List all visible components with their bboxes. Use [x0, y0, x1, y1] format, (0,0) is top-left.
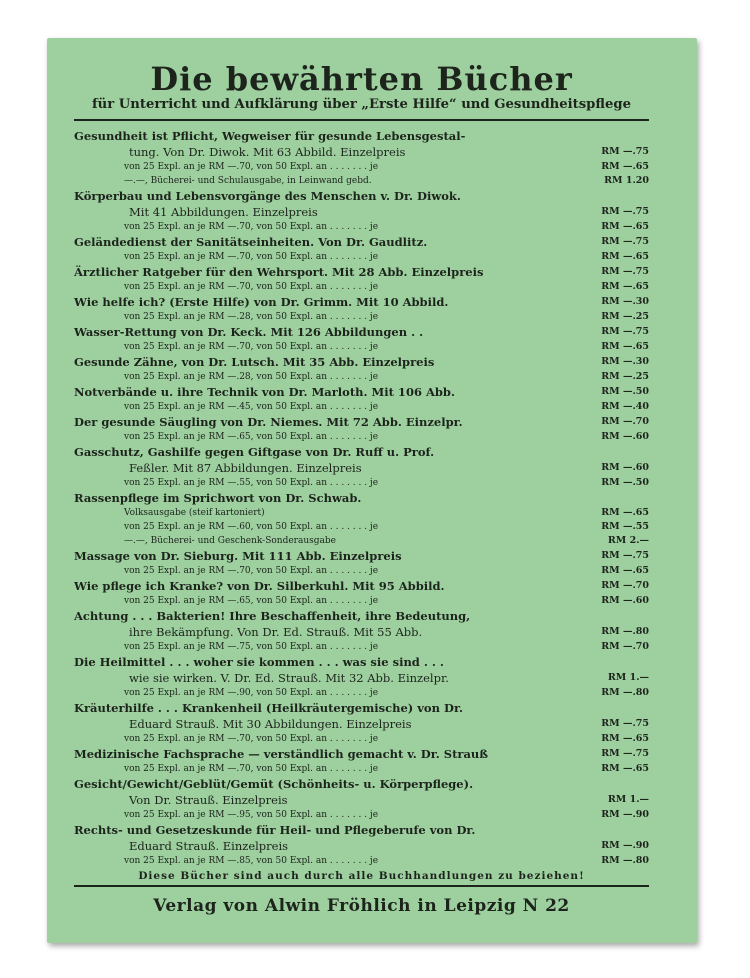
- entry-text: Von Dr. Strauß. Einzelpreis: [129, 793, 288, 807]
- entry-price: RM —.40: [587, 400, 649, 414]
- book-entry-line: [74, 808, 649, 822]
- entry-price: RM —.80: [587, 624, 649, 640]
- book-entry-line: [74, 732, 649, 746]
- entry-price: RM —.75: [587, 144, 649, 160]
- entry-price: RM —.55: [587, 520, 649, 534]
- entry-text: von 25 Expl. an je RM —.60, von 50 Expl. an . . . . . . . je: [124, 522, 379, 532]
- entry-price: RM —.70: [587, 414, 649, 430]
- page-title: Die bewährten Bücher: [150, 60, 573, 98]
- entry-text: von 25 Expl. an je RM —.70, von 50 Expl. an . . . . . . . je: [124, 222, 379, 232]
- entry-text: von 25 Expl. an je RM —.65, von 50 Expl. an . . . . . . . je: [124, 596, 379, 606]
- book-entry-line: [74, 384, 649, 400]
- entry-price: RM —.25: [587, 310, 649, 324]
- book-entry-line: [74, 476, 649, 490]
- entry-price: RM —.65: [587, 762, 649, 776]
- book-entry-line: [74, 354, 649, 370]
- book-entry-line: [74, 188, 649, 204]
- entry-text: von 25 Expl. an je RM —.28, von 50 Expl. an . . . . . . . je: [124, 372, 379, 382]
- entry-text: Volksausgabe (steif kartoniert): [124, 508, 265, 518]
- book-list: [74, 128, 649, 868]
- book-entry-line: [74, 128, 649, 144]
- book-entry-line: [74, 444, 649, 460]
- entry-text: wie sie wirken. V. Dr. Ed. Strauß. Mit 32 Abb. Einzelpr.: [129, 671, 449, 685]
- entry-price: RM —.80: [587, 686, 649, 700]
- entry-price: RM —.70: [587, 578, 649, 594]
- book-entry-line: [74, 490, 649, 506]
- entry-price: RM —.60: [587, 460, 649, 476]
- entry-price: RM —.65: [587, 280, 649, 294]
- entry-text: Kräuterhilfe . . . Krankenheil (Heilkräutergemische) von Dr.: [74, 701, 463, 715]
- book-entry-line: [74, 160, 649, 174]
- entry-text: von 25 Expl. an je RM —.70, von 50 Expl. an . . . . . . . je: [124, 282, 379, 292]
- book-entry-line: [74, 204, 649, 220]
- book-entry-line: [74, 700, 649, 716]
- book-entry-line: [74, 324, 649, 340]
- entry-text: Geländedienst der Sanitätseinheiten. Von Dr. Gaudlitz.: [74, 235, 428, 249]
- entry-price: RM —.75: [587, 234, 649, 250]
- entry-text: von 25 Expl. an je RM —.28, von 50 Expl. an . . . . . . . je: [124, 312, 379, 322]
- book-entry-line: [74, 654, 649, 670]
- entry-price: RM —.30: [587, 294, 649, 310]
- book-entry-line: [74, 548, 649, 564]
- book-entry-line: [74, 400, 649, 414]
- book-entry-line: [74, 608, 649, 624]
- book-entry-line: [74, 716, 649, 732]
- entry-price: RM —.75: [587, 716, 649, 732]
- entry-text: von 25 Expl. an je RM —.55, von 50 Expl. an . . . . . . . je: [124, 478, 379, 488]
- book-entry-line: [74, 534, 649, 548]
- entry-price: RM —.65: [587, 220, 649, 234]
- entry-text: von 25 Expl. an je RM —.70, von 50 Expl. an . . . . . . . je: [124, 162, 379, 172]
- entry-text: von 25 Expl. an je RM —.70, von 50 Expl. an . . . . . . . je: [124, 342, 379, 352]
- entry-price: RM —.75: [587, 264, 649, 280]
- entry-price: RM —.75: [587, 204, 649, 220]
- book-entry-line: [74, 792, 649, 808]
- book-entry-line: [74, 746, 649, 762]
- entry-text: von 25 Expl. an je RM —.45, von 50 Expl. an . . . . . . . je: [124, 402, 379, 412]
- entry-text: von 25 Expl. an je RM —.85, von 50 Expl. an . . . . . . . je: [124, 856, 379, 866]
- entry-text: Ärztlicher Ratgeber für den Wehrsport. Mit 28 Abb. Einzelpreis: [74, 265, 484, 279]
- entry-price: RM —.60: [587, 594, 649, 608]
- entry-price: RM —.90: [587, 808, 649, 822]
- book-entry-line: [74, 506, 649, 520]
- book-entry-line: [74, 460, 649, 476]
- entry-text: Körperbau und Lebensvorgänge des Menschen v. Dr. Diwok.: [74, 189, 461, 203]
- entry-text: Gasschutz, Gashilfe gegen Giftgase von Dr. Ruff u. Prof.: [74, 445, 435, 459]
- book-entry-line: [74, 294, 649, 310]
- entry-text: ihre Bekämpfung. Von Dr. Ed. Strauß. Mit 55 Abb.: [129, 625, 423, 639]
- book-entry-line: [74, 174, 649, 188]
- entry-text: von 25 Expl. an je RM —.65, von 50 Expl. an . . . . . . . je: [124, 432, 379, 442]
- entry-text: Rechts- und Gesetzeskunde für Heil- und Pflegeberufe von Dr.: [74, 823, 476, 837]
- book-entry-line: [74, 762, 649, 776]
- book-entry-line: [74, 144, 649, 160]
- book-entry-line: [74, 340, 649, 354]
- entry-price: RM —.80: [587, 854, 649, 868]
- entry-text: von 25 Expl. an je RM —.70, von 50 Expl. an . . . . . . . je: [124, 734, 379, 744]
- entry-text: Mit 41 Abbildungen. Einzelpreis: [129, 205, 318, 219]
- publisher-line: Verlag von Alwin Fröhlich in Leipzig N 22: [153, 896, 570, 916]
- book-entry-line: [74, 838, 649, 854]
- entry-price: RM —.75: [587, 746, 649, 762]
- entry-price: RM 2.—: [587, 534, 649, 548]
- entry-text: Gesunde Zähne, von Dr. Lutsch. Mit 35 Abb. Einzelpreis: [74, 355, 435, 369]
- entry-text: Eduard Strauß. Mit 30 Abbildungen. Einzelpreis: [129, 717, 412, 731]
- book-entry-line: [74, 250, 649, 264]
- entry-text: Wie pflege ich Kranke? von Dr. Silberkuhl. Mit 95 Abbild.: [74, 579, 445, 593]
- book-entry-line: [74, 280, 649, 294]
- book-entry-line: [74, 624, 649, 640]
- entry-text: —.—, Bücherei- und Geschenk-Sonderausgabe: [124, 536, 336, 546]
- page-subtitle: für Unterricht und Aufklärung über „Erste Hilfe“ und Gesundheitspflege: [74, 97, 649, 121]
- cover-content: [74, 62, 649, 917]
- footnote: Diese Bücher sind auch durch alle Buchhandlungen zu beziehen!: [74, 869, 649, 887]
- entry-text: Wasser-Rettung von Dr. Keck. Mit 126 Abbildungen . .: [74, 325, 424, 339]
- entry-text: Die Heilmittel . . . woher sie kommen . . . was sie sind . . .: [74, 655, 444, 669]
- book-entry-line: [74, 370, 649, 384]
- entry-price: RM —.65: [587, 732, 649, 746]
- book-entry-line: [74, 686, 649, 700]
- book-entry-line: [74, 776, 649, 792]
- entry-text: von 25 Expl. an je RM —.70, von 50 Expl. an . . . . . . . je: [124, 566, 379, 576]
- entry-text: —.—, Bücherei- und Schulausgabe, in Leinwand gebd.: [124, 176, 372, 186]
- book-entry-line: [74, 220, 649, 234]
- book-entry-line: [74, 640, 649, 654]
- entry-text: Gesicht/Gewicht/Geblüt/Gemüt (Schönheits- u. Körperpflege).: [74, 777, 474, 791]
- book-entry-line: [74, 564, 649, 578]
- entry-price: RM 1.—: [587, 792, 649, 808]
- entry-text: tung. Von Dr. Diwok. Mit 63 Abbild. Einzelpreis: [129, 145, 406, 159]
- entry-text: von 25 Expl. an je RM —.90, von 50 Expl. an . . . . . . . je: [124, 688, 379, 698]
- entry-text: Eduard Strauß. Einzelpreis: [129, 839, 289, 853]
- book-entry-line: [74, 430, 649, 444]
- entry-price: RM —.25: [587, 370, 649, 384]
- entry-price: RM —.65: [587, 160, 649, 174]
- entry-text: Medizinische Fachsprache — verständlich gemacht v. Dr. Strauß: [74, 747, 489, 761]
- entry-price: RM 1.20: [587, 174, 649, 188]
- book-entry-line: [74, 670, 649, 686]
- book-entry-line: [74, 310, 649, 324]
- entry-price: RM —.65: [587, 506, 649, 520]
- entry-price: RM —.70: [587, 640, 649, 654]
- book-entry-line: [74, 414, 649, 430]
- entry-text: von 25 Expl. an je RM —.75, von 50 Expl. an . . . . . . . je: [124, 642, 379, 652]
- entry-price: RM —.75: [587, 548, 649, 564]
- entry-price: RM —.90: [587, 838, 649, 854]
- entry-text: von 25 Expl. an je RM —.70, von 50 Expl. an . . . . . . . je: [124, 764, 379, 774]
- entry-text: Gesundheit ist Pflicht, Wegweiser für gesunde Lebensgestal-: [74, 129, 466, 143]
- book-entry-line: [74, 854, 649, 868]
- entry-text: Wie helfe ich? (Erste Hilfe) von Dr. Grimm. Mit 10 Abbild.: [74, 295, 449, 309]
- entry-price: RM —.50: [587, 476, 649, 490]
- book-entry-line: [74, 594, 649, 608]
- entry-text: Achtung . . . Bakterien! Ihre Beschaffenheit, ihre Bedeutung,: [74, 609, 471, 623]
- entry-price: RM —.75: [587, 324, 649, 340]
- entry-text: Feßler. Mit 87 Abbildungen. Einzelpreis: [129, 461, 362, 475]
- entry-text: von 25 Expl. an je RM —.70, von 50 Expl. an . . . . . . . je: [124, 252, 379, 262]
- book-entry-line: [74, 822, 649, 838]
- book-entry-line: [74, 520, 649, 534]
- entry-price: RM —.30: [587, 354, 649, 370]
- book-entry-line: [74, 264, 649, 280]
- entry-text: Massage von Dr. Sieburg. Mit 111 Abb. Einzelpreis: [74, 549, 402, 563]
- entry-text: Der gesunde Säugling von Dr. Niemes. Mit 72 Abb. Einzelpr.: [74, 415, 463, 429]
- entry-price: RM —.50: [587, 384, 649, 400]
- entry-text: von 25 Expl. an je RM —.95, von 50 Expl. an . . . . . . . je: [124, 810, 379, 820]
- entry-price: RM —.60: [587, 430, 649, 444]
- book-entry-line: [74, 234, 649, 250]
- book-entry-line: [74, 578, 649, 594]
- entry-price: RM 1.—: [587, 670, 649, 686]
- entry-price: RM —.65: [587, 250, 649, 264]
- entry-price: RM —.65: [587, 564, 649, 578]
- entry-price: RM —.65: [587, 340, 649, 354]
- entry-text: Rassenpflege im Sprichwort von Dr. Schwab.: [74, 491, 362, 505]
- entry-text: Notverbände u. ihre Technik von Dr. Marloth. Mit 106 Abb.: [74, 385, 455, 399]
